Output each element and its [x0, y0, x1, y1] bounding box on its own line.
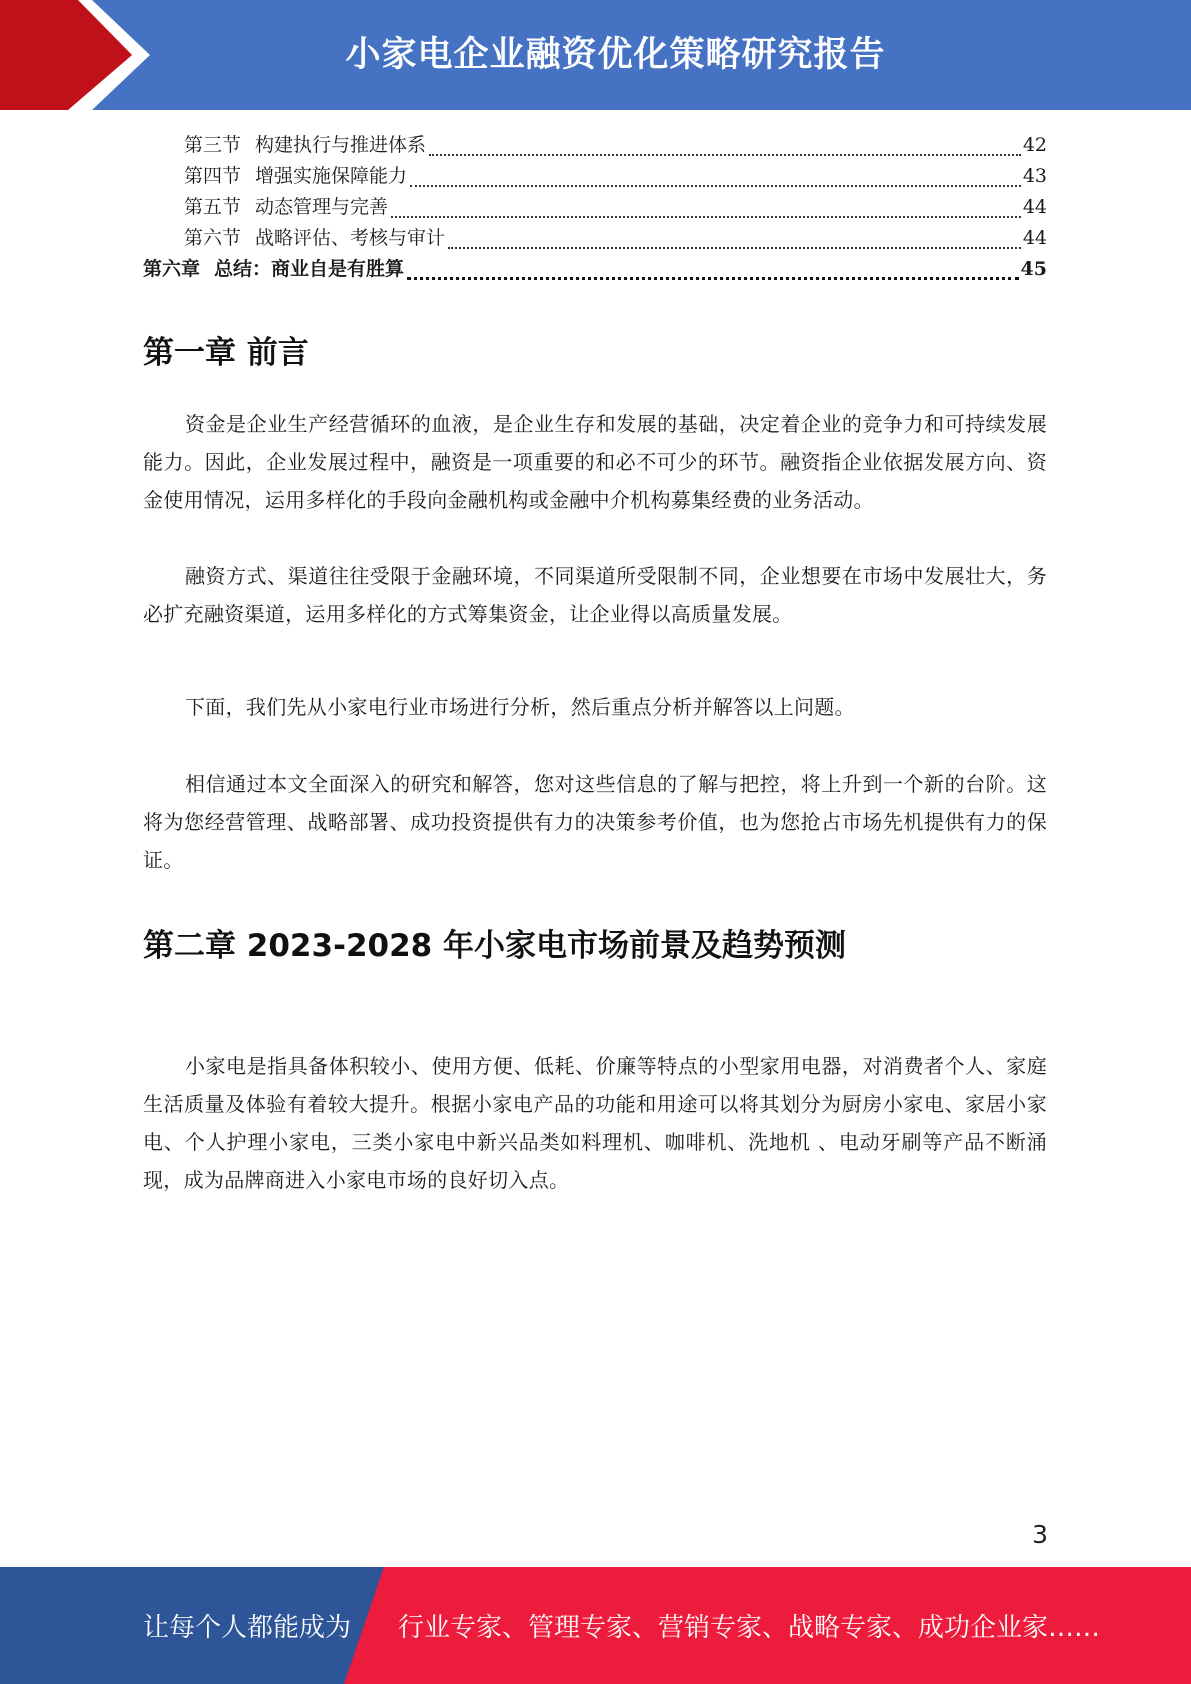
toc-entry-label: 第六节 — [184, 227, 242, 249]
toc-entry-page: 45 — [1020, 258, 1047, 280]
toc-entry[interactable] — [143, 192, 1047, 223]
toc-entry[interactable] — [143, 223, 1047, 254]
toc-entry-page: 43 — [1022, 165, 1047, 187]
chapter-2-paragraph: 小家电是指具备体积较小、使用方便、低耗、价廉等特点的小型家用电器，对消费者个人、家庭生活质量及体验有着较大提升。根据小家电产品的功能和用途可以将其划分为厨房小家电、家居小家电、个人护理小家电，三类小家电中新兴品类如料理机、咖啡机、洗地机 、电动牙刷等产品不断涌现，成为品牌商进入小家电市场的良好切入点。 — [143, 1054, 1047, 1192]
toc-entry-label: 第三节 — [184, 134, 242, 156]
toc-entry-label: 第五节 — [184, 196, 242, 218]
toc-chapter-entry[interactable] — [143, 254, 1047, 285]
toc-leader-dots — [407, 277, 1019, 280]
chapter-1-paragraph: 融资方式、渠道往往受限于金融环境，不同渠道所受限制不同，企业想要在市场中发展壮大，务必扩充融资渠道，运用多样化的方式筹集资金，让企业得以高质量发展。 — [143, 564, 1047, 626]
toc-entry-title: 增强实施保障能力 — [255, 165, 408, 187]
table-of-contents — [143, 130, 1047, 285]
toc-entry-page: 42 — [1022, 134, 1047, 156]
toc-entry-title: 战略评估、考核与审计 — [255, 227, 446, 249]
toc-entry-label: 第四节 — [184, 165, 242, 187]
toc-leader-dots — [410, 185, 1021, 187]
report-footer — [0, 1567, 1191, 1684]
chapter-1-paragraph: 资金是企业生产经营循环的血液，是企业生存和发展的基础，决定着企业的竞争力和可持续发展能力。因此，企业发展过程中，融资是一项重要的和必不可少的环节。融资指企业依据发展方向、资金使用情况，运用多样化的手段向金融机构或金融中介机构募集经费的业务活动。 — [143, 412, 1047, 512]
chapter-1-paragraph: 相信通过本文全面深入的研究和解答，您对这些信息的了解与把控，将上升到一个新的台阶。这将为您经营管理、战略部署、成功投资提供有力的决策参考价值，也为您抢占市场先机提供有力的保证。 — [143, 772, 1047, 872]
report-title: 小家电企业融资优化策略研究报告 — [345, 35, 886, 75]
toc-entry[interactable] — [143, 161, 1047, 192]
toc-entry-label: 第六章 — [143, 258, 201, 280]
footer-slogan-left: 让每个人都能成为 — [143, 1613, 352, 1643]
page-number: 3 — [1032, 1520, 1048, 1549]
toc-entry-title: 动态管理与完善 — [255, 196, 389, 218]
toc-leader-dots — [391, 216, 1021, 218]
footer-slogan-right: 行业专家、管理专家、营销专家、战略专家、成功企业家…… — [398, 1613, 1101, 1643]
toc-entry-page: 44 — [1022, 196, 1047, 218]
toc-leader-dots — [429, 154, 1021, 156]
chapter-1-paragraph: 下面，我们先从小家电行业市场进行分析，然后重点分析并解答以上问题。 — [185, 695, 855, 719]
report-header — [0, 0, 1191, 110]
toc-entry-page: 44 — [1022, 227, 1047, 249]
toc-leader-dots — [448, 247, 1021, 249]
toc-entry[interactable] — [143, 130, 1047, 161]
toc-entry-title: 总结：商业自是有胜算 — [214, 258, 405, 280]
chapter-1-heading: 第一章 前言 — [143, 335, 309, 371]
chapter-2-heading: 第二章 2023-2028 年小家电市场前景及趋势预测 — [143, 928, 847, 964]
toc-entry-title: 构建执行与推进体系 — [255, 134, 427, 156]
